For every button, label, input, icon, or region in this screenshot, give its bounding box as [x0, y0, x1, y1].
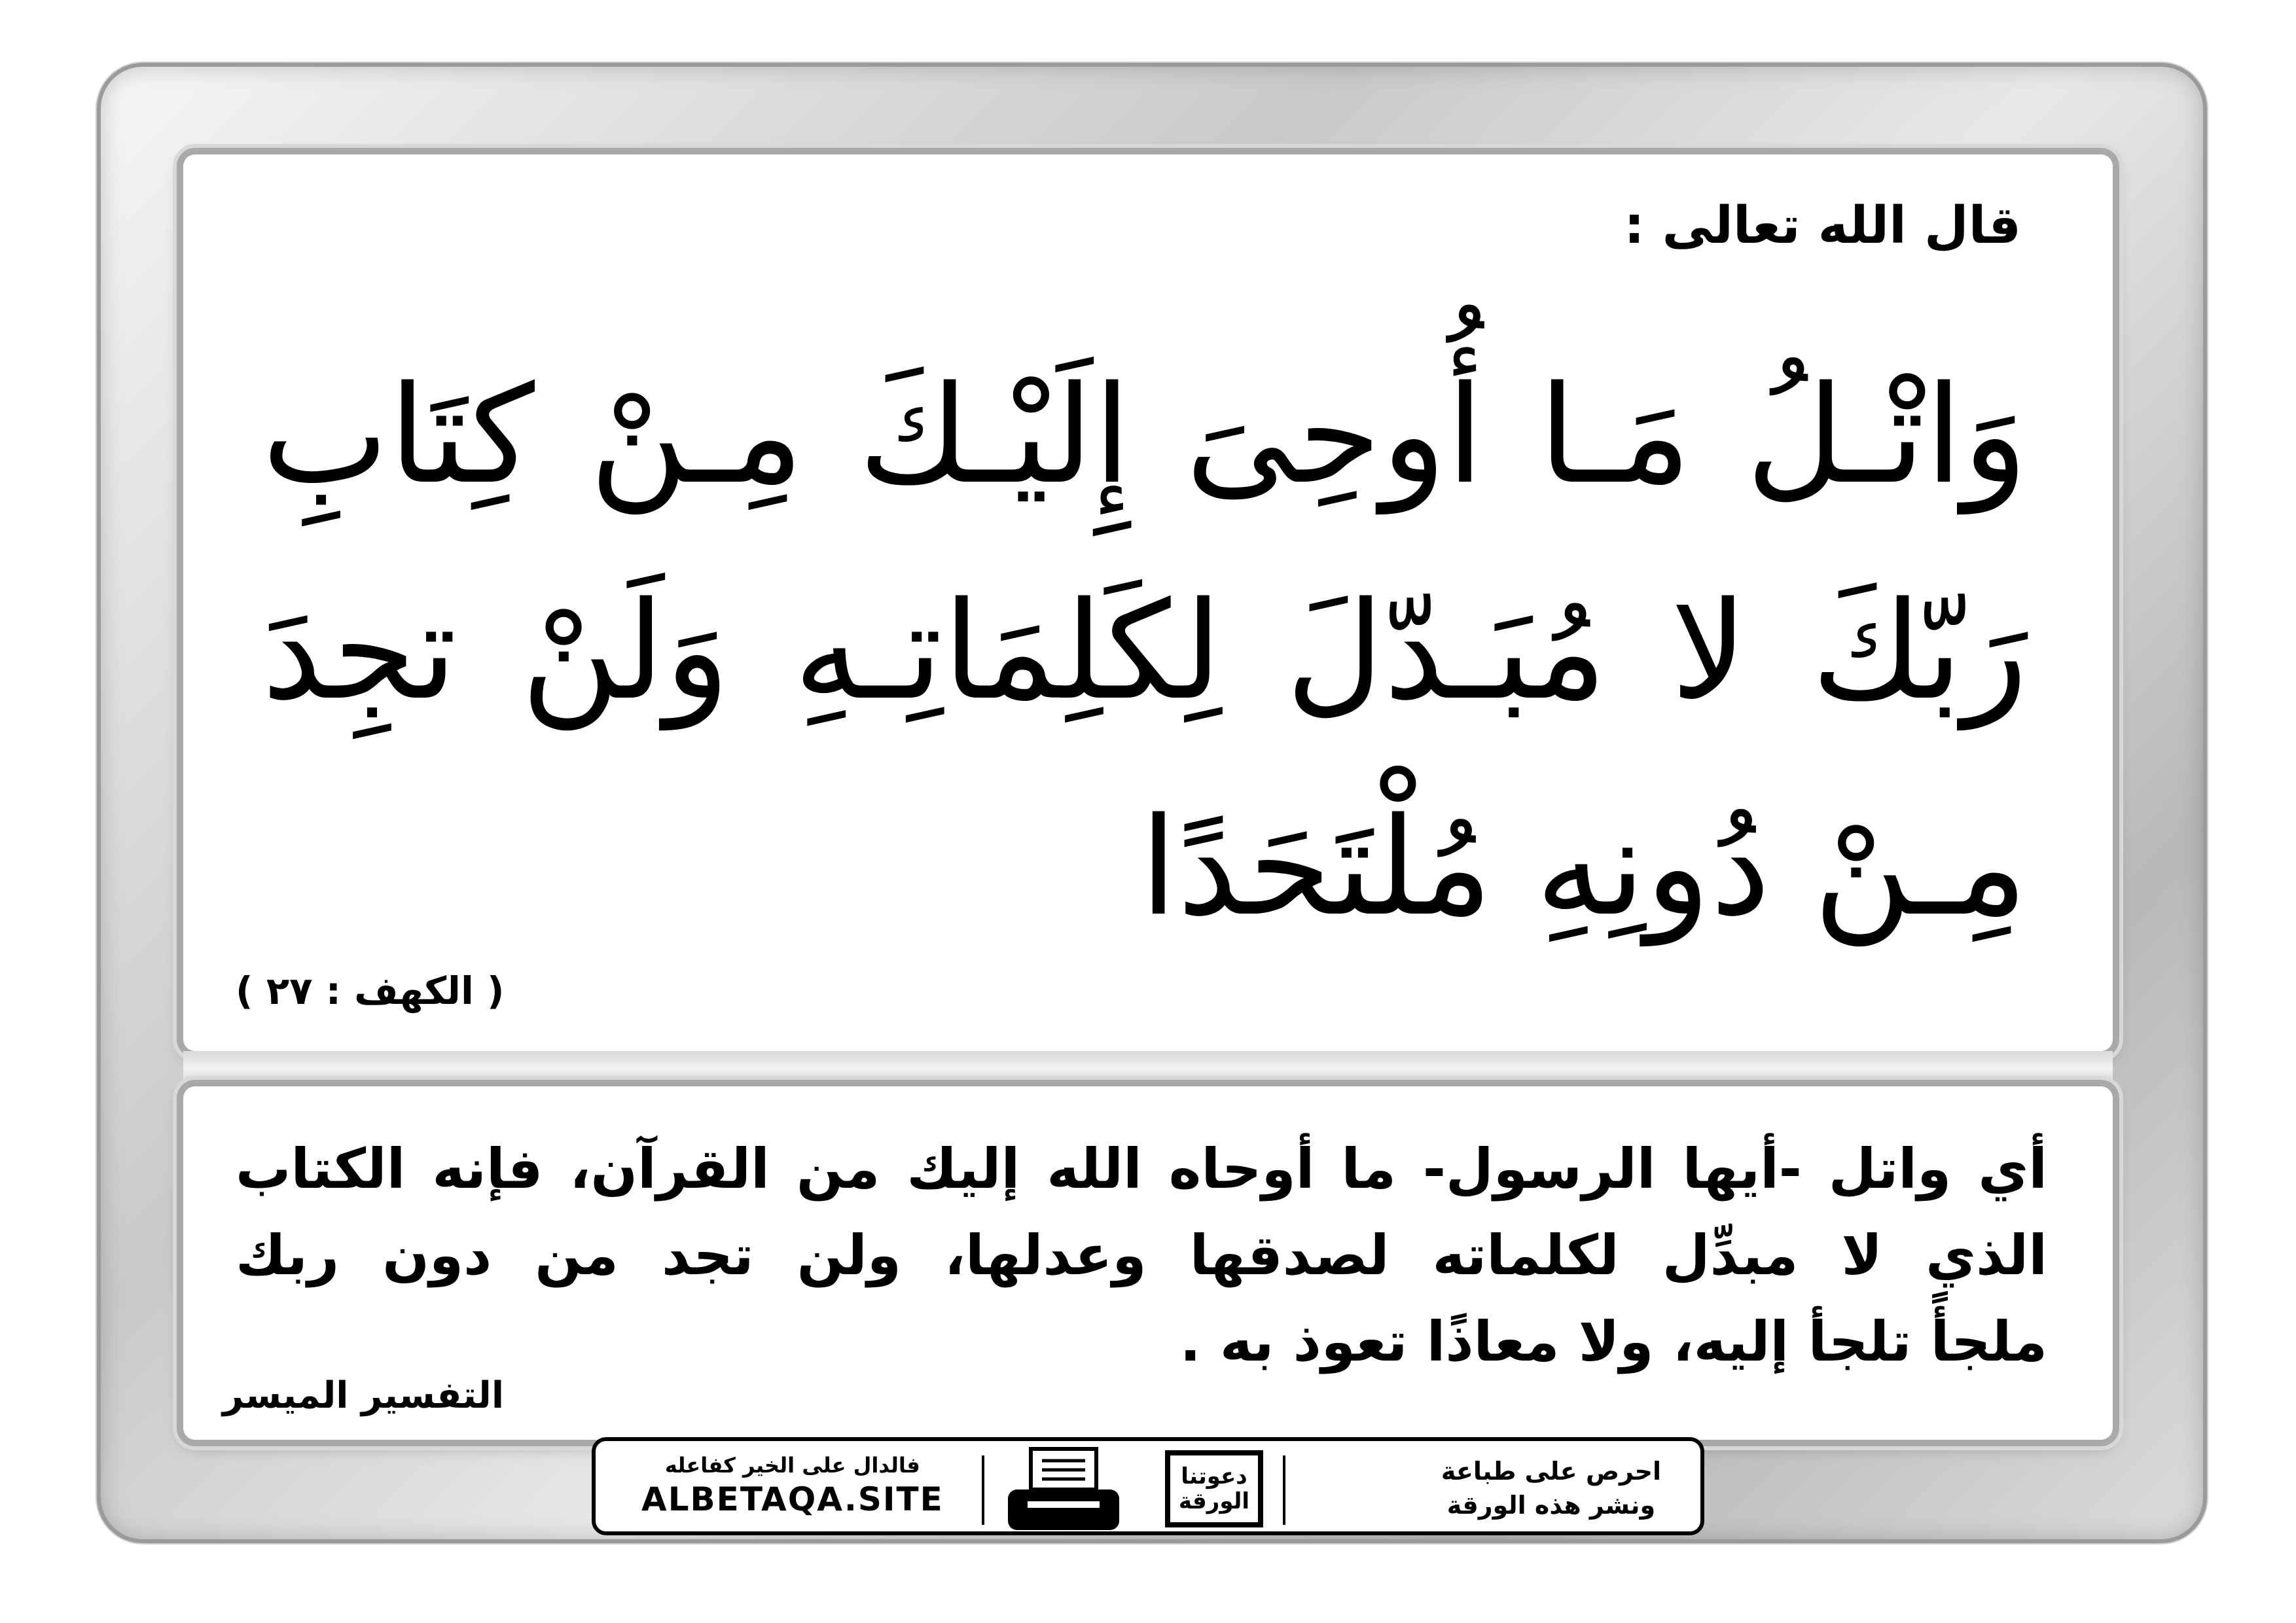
square-kufic-logo-icon — [1165, 1450, 1263, 1527]
ayah-line-2: رَبّكَ لا مُبَـدّلَ لِكَلِمَاتِـهِ وَلَنْ تجِدَ — [262, 573, 2028, 730]
footer-right-line-2: ونشر هذه الورقة — [1446, 1491, 1656, 1520]
footer-banner — [592, 1437, 1704, 1535]
logo-text: دعوتنا الورقة — [1178, 1463, 1250, 1514]
ayah-text — [262, 327, 2028, 975]
tafsir-line-2: الذي لا مبدِّل لكلماته لصدقها وعدلها، ولن تجد من دون ربك — [236, 1223, 2047, 1287]
footer-print-note — [1441, 1454, 1661, 1522]
tafsir-source: التفسير الميسر — [223, 1374, 505, 1417]
printer-icon — [1001, 1446, 1126, 1534]
ayah-line-3: مِـنْ دُونِهِ مُلْتَحَدًا — [1139, 789, 2028, 946]
footer-motto: فالدال على الخير كفاعله — [664, 1453, 920, 1478]
tafsir-line-3: ملجأً تلجأ إليه، ولا معاذًا تعوذ به . — [1179, 1310, 2047, 1374]
site-link[interactable]: ALBETAQA.SITE — [641, 1480, 944, 1518]
ayah-line-1: وَاتْـلُ مَـا أُوحِىَ إِلَيْـكَ مِـنْ كِتَابِ — [262, 357, 2028, 514]
footer-separator — [1283, 1455, 1285, 1525]
footer-right-line-1: احرص على طباعة — [1441, 1457, 1661, 1486]
footer-site-block — [641, 1453, 944, 1518]
tafsir-text — [236, 1126, 2047, 1385]
footer-separator — [982, 1455, 984, 1525]
surah-reference: ( الكهف : ٢٧ ) — [236, 969, 505, 1013]
intro-heading: قال الله تعالى : — [1624, 196, 2021, 255]
panel-divider — [183, 1051, 2113, 1086]
tafsir-line-1: أي واتل -أيها الرسول- ما أوحاه الله إليك من القرآن، فإنه الكتاب — [236, 1137, 2047, 1201]
